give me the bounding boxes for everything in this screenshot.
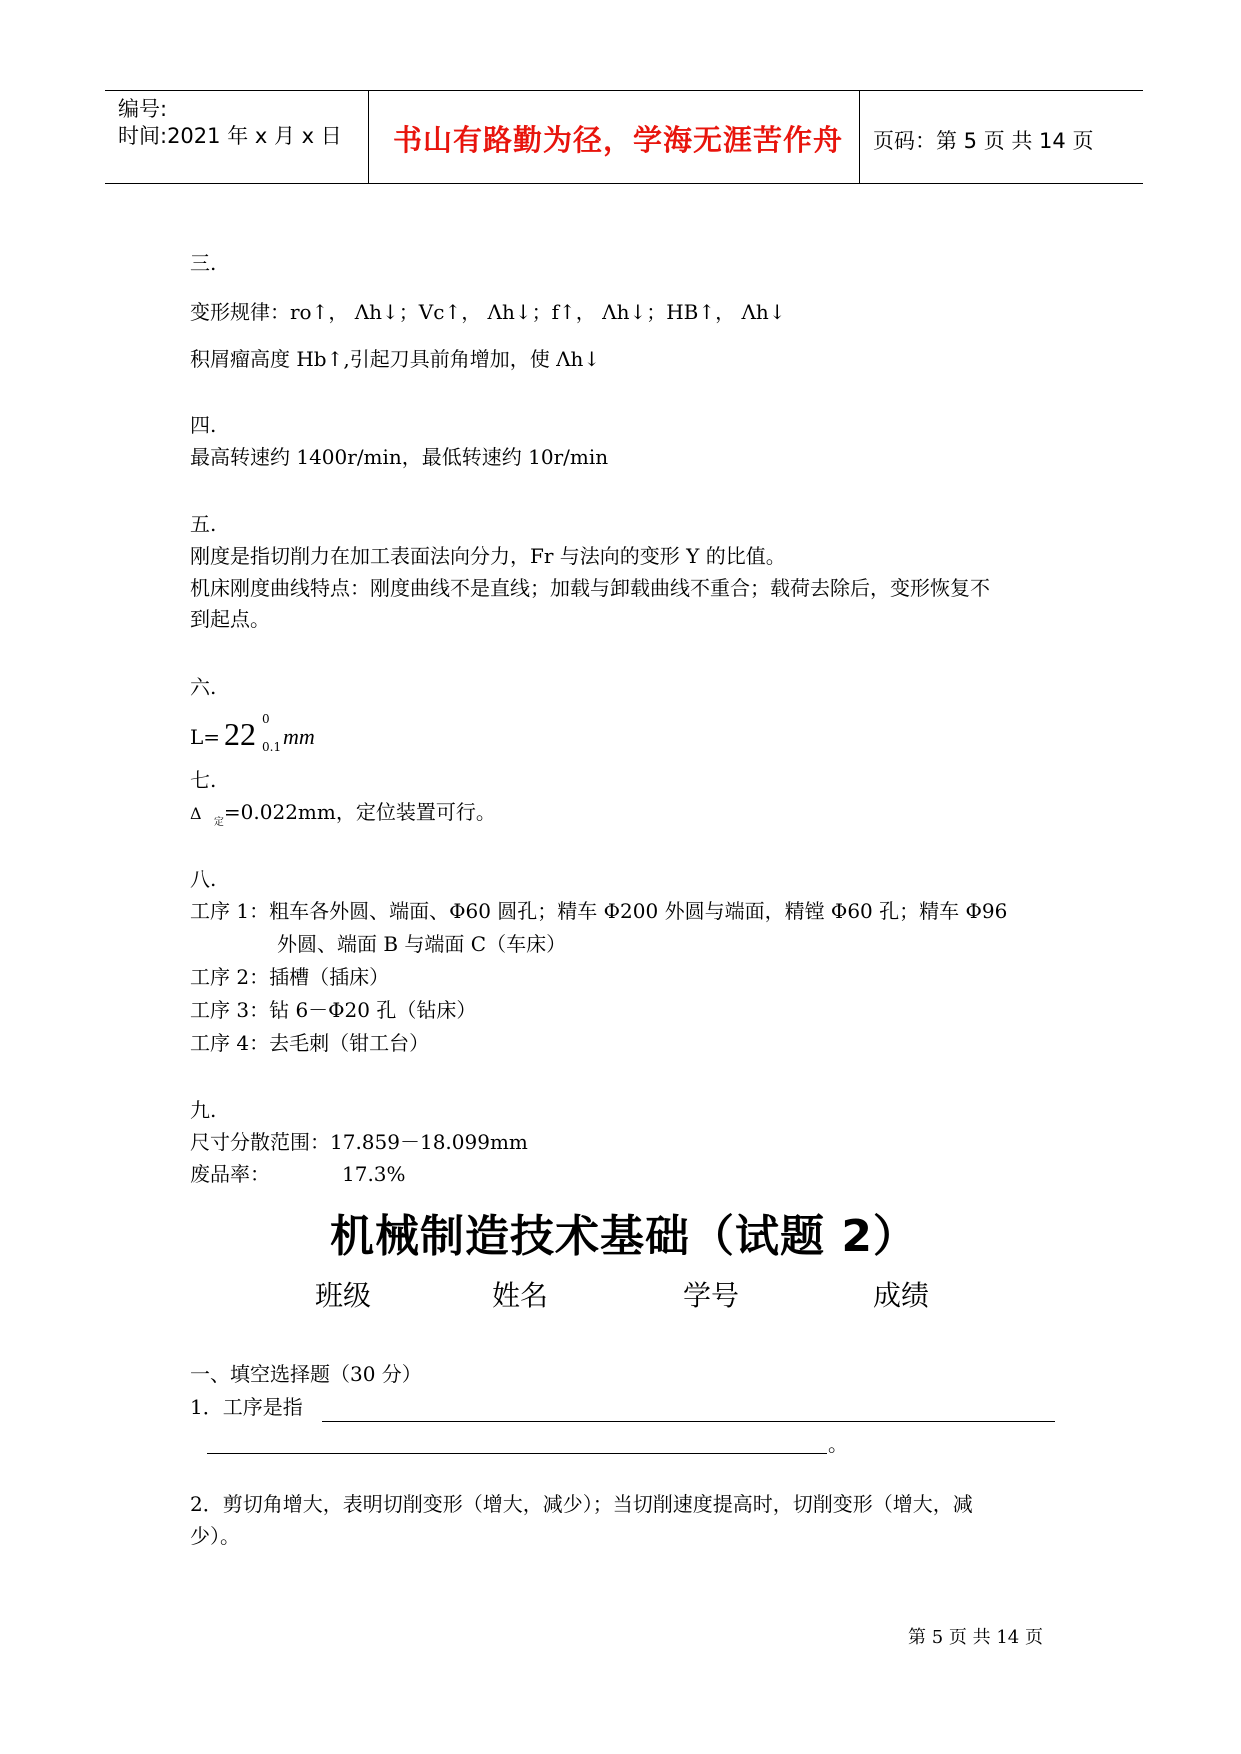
section-5-line-2: 机床刚度曲线特点：刚度曲线不是直线；加载与卸载曲线不重合；载荷去除后，变形恢复不 xyxy=(190,576,990,600)
header-divider-left xyxy=(368,90,369,184)
formula-base: 22 xyxy=(224,716,256,752)
header-time-label: 时间:2021 年 x 月 x 日 xyxy=(118,124,342,148)
question-1-end: 。 xyxy=(828,1432,848,1456)
formula-unit: mm xyxy=(283,724,315,749)
formula-prefix: L= xyxy=(190,725,221,749)
field-score-label: 成绩 xyxy=(873,1279,930,1312)
header-top-rule xyxy=(105,90,1143,91)
part-1-heading: 一、填空选择题（30 分） xyxy=(190,1362,422,1386)
header-divider-right xyxy=(859,90,860,184)
section-8-step-1b: 外圆、端面 B 与端面 C（车床） xyxy=(277,932,567,956)
section-3-line-1: 变形规律：ro↑， Λh↓；Vc↑， Λh↓；f↑， Λh↓；HB↑， Λh↓ xyxy=(190,300,786,324)
section-5-line-1: 刚度是指切削力在加工表面法向分力，Fr 与法向的变形 Y 的比值。 xyxy=(190,544,786,568)
section-8-step-3: 工序 3：钻 6－Φ20 孔（钻床） xyxy=(190,998,477,1022)
section-4-heading: 四. xyxy=(190,413,217,437)
section-9-line-2-label: 废品率： xyxy=(190,1162,270,1186)
field-id-label: 学号 xyxy=(683,1279,740,1312)
question-1-label: 1．工序是指 xyxy=(190,1395,303,1419)
section-8-step-4: 工序 4：去毛刺（钳工台） xyxy=(190,1031,430,1055)
question-2-line-1: 2．剪切角增大，表明切削变形（增大，减少）；当切削速度提高时，切削变形（增大，减 xyxy=(190,1492,973,1516)
section-9-line-1: 尺寸分散范围：17.859－18.099mm xyxy=(190,1130,528,1154)
footer-page-number: 第 5 页 共 14 页 xyxy=(908,1627,1043,1648)
question-2-line-2: 少）。 xyxy=(190,1524,240,1548)
section-3-line-2: 积屑瘤高度 Hb↑,引起刀具前角增加，使 Λh↓ xyxy=(190,347,601,371)
formula-sub: 0.1 xyxy=(262,740,282,754)
section-7-rest: =0.022mm，定位装置可行。 xyxy=(223,800,496,824)
exam-title: 机械制造技术基础（试题 2） xyxy=(330,1211,918,1262)
section-9-heading: 九. xyxy=(190,1098,217,1122)
field-name-label: 姓名 xyxy=(492,1279,549,1312)
header-motto: 书山有路勤为径，学海无涯苦作舟 xyxy=(393,123,844,157)
section-3-heading: 三. xyxy=(190,251,217,275)
header-number-label: 编号: xyxy=(118,97,168,121)
section-8-step-2: 工序 2：插槽（插床） xyxy=(190,965,390,989)
question-1-blank-line-1[interactable] xyxy=(322,1421,1055,1422)
field-class-label: 班级 xyxy=(315,1279,372,1312)
section-7-heading: 七. xyxy=(190,768,217,792)
section-9-line-2-value: 17.3% xyxy=(342,1162,406,1186)
section-4-line-1: 最高转速约 1400r/min，最低转速约 10r/min xyxy=(190,445,609,469)
section-7-line-1 xyxy=(190,800,496,829)
section-5-line-3: 到起点。 xyxy=(190,607,270,631)
delta-symbol: Δ xyxy=(190,804,202,823)
header-bottom-rule xyxy=(105,183,1143,184)
section-6-formula xyxy=(190,708,390,756)
header-page-label: 页码：第 5 页 共 14 页 xyxy=(873,129,1094,153)
question-1-blank-line-2[interactable] xyxy=(207,1453,827,1454)
section-6-heading: 六. xyxy=(190,675,217,699)
section-8-heading: 八. xyxy=(190,867,217,891)
section-5-heading: 五. xyxy=(190,512,217,536)
section-8-step-1a: 工序 1：粗车各外圆、端面、Φ60 圆孔；精车 Φ200 外圆与端面，精镗 Φ60 孔；精车 Φ96 xyxy=(190,899,1008,923)
formula-sup: 0 xyxy=(262,712,270,726)
delta-subscript: 定 xyxy=(213,817,224,828)
